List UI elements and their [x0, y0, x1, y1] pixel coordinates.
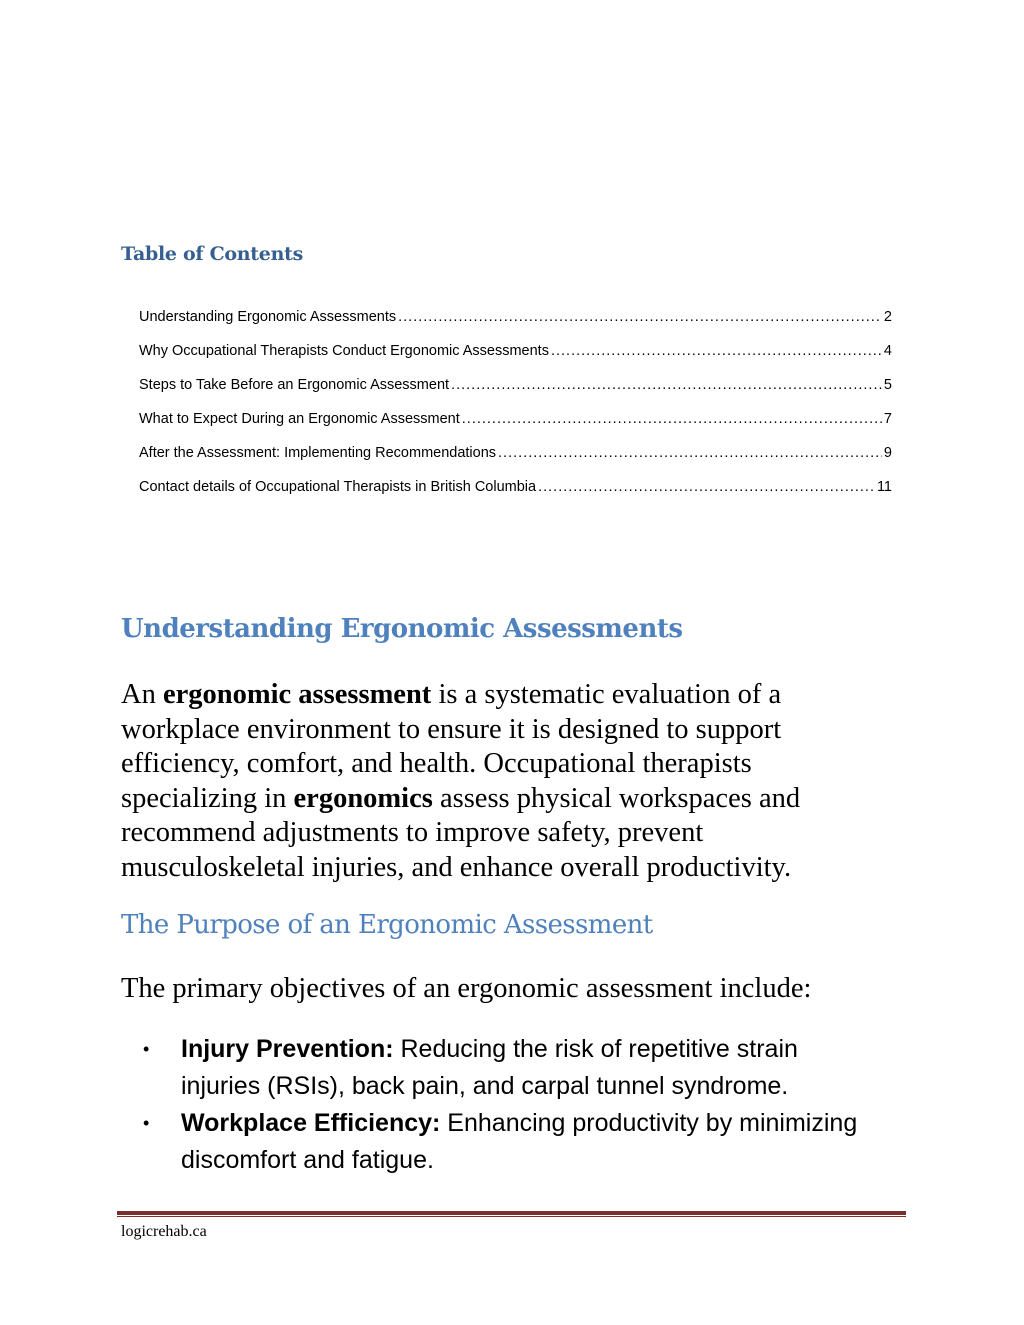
table-of-contents: [139, 309, 892, 513]
toc-entry-page: 4: [883, 343, 892, 359]
toc-entry-title: Why Occupational Therapists Conduct Ergonomic Assessments: [139, 343, 549, 359]
objectives-lead: The primary objectives of an ergonomic assessment include:: [121, 973, 812, 1004]
toc-entry[interactable]: [139, 377, 892, 411]
intro-text: assess physical workspaces and recommend adjustments to improve safety, prevent musculoskeletal injuries, and enhance overall productivity.: [121, 782, 801, 883]
intro-text: is a systematic evaluation of a workplace environment to ensure it is designed to support efficiency, comfort, and health. Occupational therapists specializing in: [121, 679, 782, 814]
toc-leader-dots: [498, 445, 882, 461]
toc-entry-page: 7: [883, 411, 892, 427]
objective-text: Reducing the risk of repetitive strain injuries (RSIs), back pain, and carpal tunnel syndrome.: [181, 1035, 798, 1100]
toc-entry-title: What to Expect During an Ergonomic Assessment: [139, 411, 460, 427]
toc-entry[interactable]: [139, 445, 892, 479]
footer-website: logicrehab.ca: [121, 1223, 207, 1240]
toc-entry-page: 2: [883, 309, 892, 325]
toc-entry-title: After the Assessment: Implementing Recommendations: [139, 445, 497, 461]
toc-entry[interactable]: [139, 411, 892, 445]
toc-leader-dots: [551, 343, 882, 359]
toc-entry-title: Steps to Take Before an Ergonomic Assessment: [139, 377, 450, 393]
toc-entry[interactable]: [139, 479, 892, 513]
toc-entry-page: 5: [883, 377, 892, 393]
objective-text: Enhancing productivity by minimizing discomfort and fatigue.: [181, 1109, 858, 1174]
list-item: [141, 1105, 881, 1179]
intro-text: An: [121, 679, 163, 710]
toc-entry-page: 11: [876, 479, 892, 495]
toc-entry-title: Contact details of Occupational Therapists in British Columbia: [139, 479, 537, 495]
toc-leader-dots: [451, 377, 882, 393]
section-heading: Understanding Ergonomic Assessments: [121, 614, 683, 644]
list-item: [141, 1031, 881, 1105]
intro-bold-term: ergonomics: [293, 782, 433, 814]
intro-paragraph: [121, 678, 881, 886]
toc-leader-dots: [538, 479, 875, 495]
toc-entry-title: Understanding Ergonomic Assessments: [139, 309, 397, 325]
toc-entry-page: 9: [883, 445, 892, 461]
toc-entry[interactable]: [139, 309, 892, 343]
toc-leader-dots: [398, 309, 882, 325]
sub-heading: The Purpose of an Ergonomic Assessment: [121, 910, 653, 940]
bullet-icon: •: [143, 1113, 150, 1133]
intro-bold-term: ergonomic assessment: [162, 679, 432, 710]
objective-label: Workplace Efficiency:: [181, 1109, 441, 1137]
toc-heading: Table of Contents: [121, 243, 303, 265]
objective-label: Injury Prevention:: [181, 1035, 394, 1063]
objectives-list: [141, 1031, 881, 1179]
bullet-icon: •: [143, 1039, 150, 1059]
footer-divider: [117, 1211, 906, 1215]
toc-leader-dots: [462, 411, 882, 427]
toc-entry[interactable]: [139, 343, 892, 377]
